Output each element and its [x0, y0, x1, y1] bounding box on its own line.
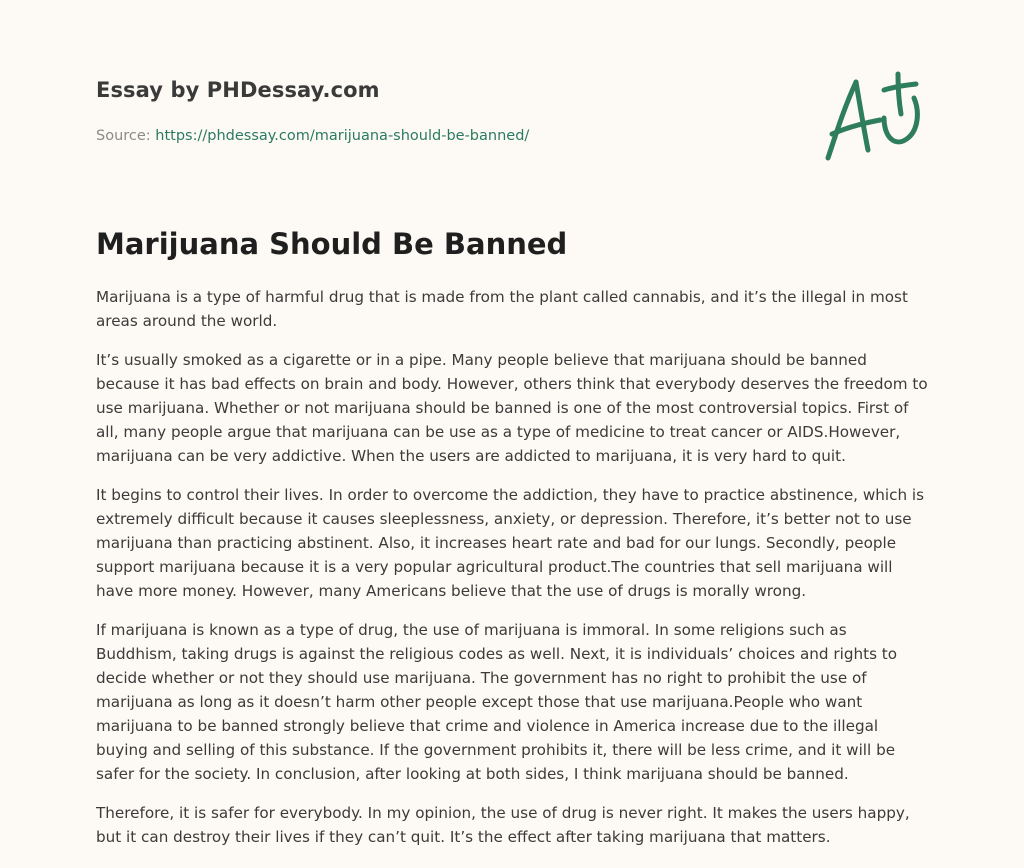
essay-paragraph: Therefore, it is safer for everybody. In my opinion, the use of drug is never right. It makes the users happy, but it can destroy their lives if they can’t quit. It’s the effect after taking marijuana that matters. — [96, 804, 910, 846]
brand-title: Essay by PHDessay.com — [96, 78, 380, 102]
essay-title: Marijuana Should Be Banned — [96, 227, 568, 261]
essay-paragraph: If marijuana is known as a type of drug, the use of marijuana is immoral. In some religions such as Buddhism, taking drugs is against the religious codes as well. Next, it is individuals’ choices and rights to decide whether or not they should use marijuana. The government has no right to prohibit the use of marijuana as long as it doesn’t harm other people except those that use marijuana.People who want marijuana to be banned strongly believe that crime and violence in America increase due to the illegal buying and selling of this substance. If the government prohibits it, there will be less crime, and it will be safer for the society. In conclusion, after looking at both sides, I think marijuana should be banned. — [96, 621, 898, 783]
essay-paragraph: It’s usually smoked as a cigarette or in a pipe. Many people believe that marijuana should be banned because it has bad effects on brain and body. However, others think that everybody deserves the freedom to use marijuana. Whether or not marijuana should be banned is one of the most controversial topics. First of all, many people argue that marijuana can be use as a type of medicine to treat cancer or AIDS.However, marijuana can be very addictive. When the users are addicted to marijuana, it is very hard to quit. — [96, 351, 928, 465]
essay-body — [96, 285, 932, 864]
a-plus-grade-icon — [822, 68, 926, 164]
source-label: Source: — [96, 128, 151, 144]
source-link[interactable]: https://phdessay.com/marijuana-should-be-banned/ — [155, 128, 530, 144]
source-line — [96, 126, 796, 146]
essay-paragraph: It begins to control their lives. In order to overcome the addiction, they have to practice abstinence, which is extremely difficult because it causes sleeplessness, anxiety, or depression. Therefore, it’s better not to use marijuana than practicing abstinent. Also, it increases heart rate and bad for our lungs. Secondly, people support marijuana because it is a very popular agricultural product.The countries that sell marijuana will have more money. However, many Americans believe that the use of drugs is morally wrong. — [96, 486, 925, 600]
essay-header — [96, 76, 796, 146]
essay-paragraph: Marijuana is a type of harmful drug that is made from the plant called cannabis, and it’s the illegal in most areas around the world. — [96, 288, 908, 330]
